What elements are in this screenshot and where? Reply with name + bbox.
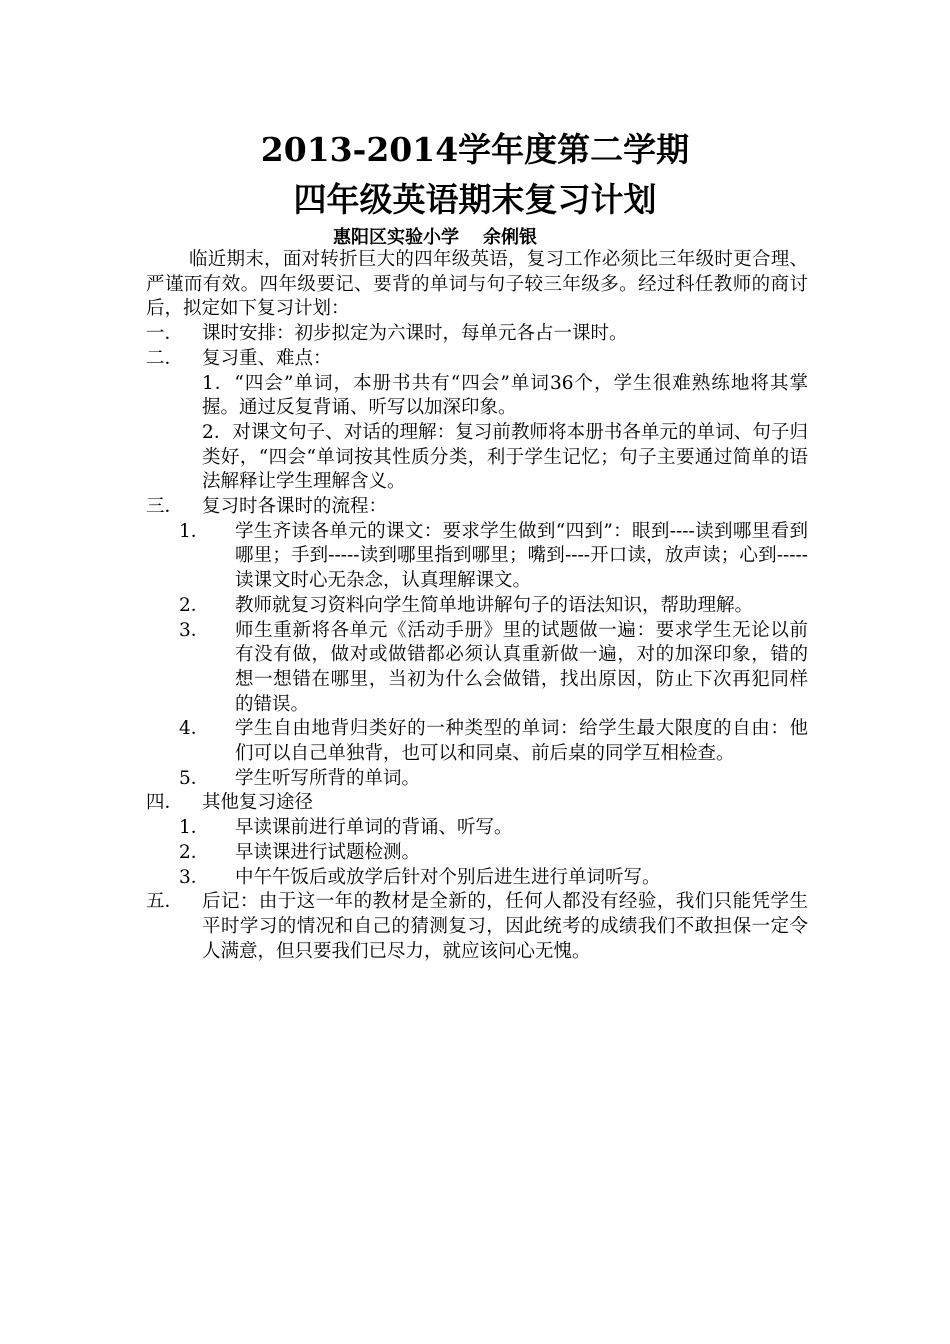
section-1 [146, 322, 808, 347]
item-text: 教师就复习资料向学生简单地讲解句子的语法知识，帮助理解。 [235, 594, 754, 616]
section-number: 四． [146, 792, 184, 814]
item-text: 师生重新将各单元《活动手册》里的试题做一遍：要求学生无论以前有没有做，做对或做错都必须认真重新做一遍，对的加深印象，错的想一想错在哪里，当初为什么会做错，找出原因，防止下次再犯同样的错误。 [235, 619, 808, 715]
item-text: 中午午饭后或放学后针对个别后进生进行单词听写。 [235, 866, 661, 888]
section-text: 复习时各课时的流程： [202, 496, 388, 518]
school-name: 惠阳区实验小学 [333, 227, 459, 248]
section-number: 五． [146, 891, 184, 913]
item-number: 2． [179, 841, 210, 863]
list-item [179, 866, 808, 891]
item-number: 5． [179, 767, 210, 789]
item-number: 2． [179, 594, 210, 616]
list-item [179, 520, 808, 594]
section-number: 二． [146, 347, 184, 369]
section-text: 后记：由于这一年的教材是全新的，任何人都没有经验，我们只能凭学生平时学习的情况和自己的猜测复习，因此统考的成绩我们不敢担保一定令人满意，但只要我们已尽力，就应该问心无愧。 [202, 891, 808, 962]
title-line-2: 四年级英语期末复习计划 [293, 180, 657, 219]
section-number: 一． [146, 323, 184, 345]
section-number: 三． [146, 496, 184, 518]
list-item [179, 619, 808, 718]
item-text: 早读课进行试题检测。 [235, 841, 421, 863]
item-text: 学生听写所背的单词。 [235, 767, 421, 789]
list-item [179, 717, 808, 766]
section-text: 课时安排：初步拟定为六课时，每单元各占一课时。 [202, 323, 628, 345]
section-3 [146, 495, 808, 520]
list-item [179, 816, 808, 841]
section-2-point-1: 1．“四会”单词，本册书共有“四会”单词36个，学生很难熟练地将其掌握。通过反复背诵、听写以加深印象。 [202, 372, 808, 419]
document-body [146, 248, 808, 964]
list-item [179, 767, 808, 792]
list-item [179, 841, 808, 866]
section-text: 复习重、难点： [202, 347, 332, 369]
section-2 [146, 347, 808, 372]
list-item [179, 594, 808, 619]
item-number: 4． [179, 718, 210, 740]
item-number: 1． [179, 817, 210, 839]
item-text: 学生齐读各单元的课文：要求学生做到“四到”：眼到----读到哪里看到哪里；手到-----读到哪里指到哪里；嘴到----开口读，放声读；心到-----读课文时心无杂念，认真理解课文。 [235, 520, 808, 592]
byline [0, 226, 870, 250]
item-number: 3． [179, 619, 210, 641]
section-5 [146, 890, 808, 964]
section-text: 其他复习途径 [202, 792, 314, 814]
section-4 [146, 791, 808, 816]
section-2-point-2: 2．对课文句子、对话的理解：复习前教师将本册书各单元的单词、句子归类好，“四会“单词按其性质分类，利于学生记忆；句子主要通过简单的语法解释让学生理解含义。 [202, 421, 808, 493]
item-number: 1． [179, 520, 210, 542]
item-text: 学生自由地背归类好的一种类型的单词：给学生最大限度的自由：他们可以自己单独背，也可以和同桌、前后桌的同学互相检查。 [235, 718, 808, 765]
author-name: 余俐银 [483, 227, 537, 248]
title-line-1: 2013-2014学年度第二学期 [260, 130, 690, 169]
item-number: 3． [179, 866, 210, 888]
intro-paragraph: 临近期末，面对转折巨大的四年级英语，复习工作必须比三年级时更合理、严谨而有效。四年级要记、要背的单词与句子较三年级多。经过科任教师的商讨后，拟定如下复习计划： [146, 249, 808, 320]
item-text: 早读课前进行单词的背诵、听写。 [235, 817, 513, 839]
